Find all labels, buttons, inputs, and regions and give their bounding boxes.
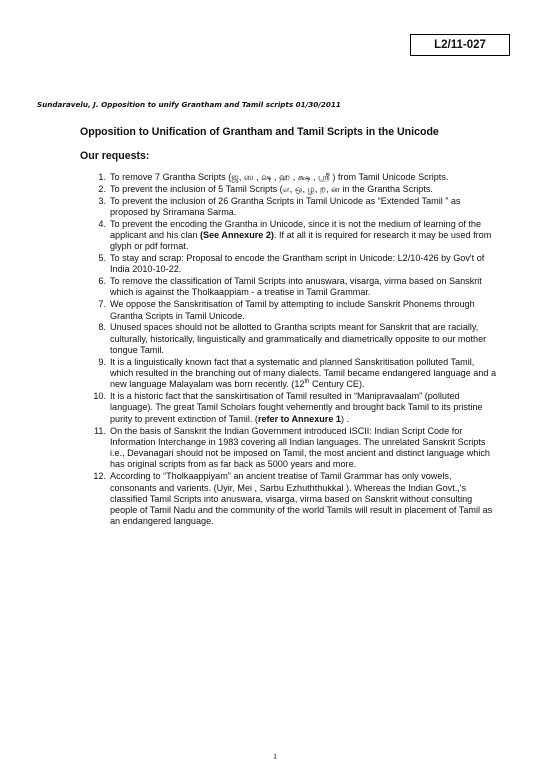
request-text: To remove the classification of Tamil Scripts into anuswara, visarga, virma based on Sanskrit which is against the Tholkaappiam - a treatise in Tamil Grammar.: [110, 276, 482, 298]
request-text: To remove 7 Grantha Scripts (ஜ, ஸ , ஷ , ஹ , க்ஷ , ஸ்ரீ ) from Tamil Unicode Scripts.: [110, 172, 449, 182]
document-title: Opposition to Unification of Grantham and Tamil Scripts in the Unicode: [80, 126, 439, 138]
request-item: [80, 357, 500, 391]
request-number: 5.: [98, 253, 106, 264]
request-text: To prevent the inclusion of 26 Grantha Scripts in Tamil Unicode as “Extended Tamil ” as proposed by Sriramana Sarma.: [110, 195, 461, 217]
request-text: Century CE).: [309, 379, 365, 390]
request-item: [80, 184, 500, 195]
request-item: [80, 253, 500, 276]
request-item: [80, 196, 500, 219]
request-number: 6.: [98, 276, 106, 287]
request-text: ) .: [340, 413, 350, 424]
request-number: 8.: [98, 322, 106, 333]
request-item: [80, 322, 500, 356]
request-text: Unused spaces should not be allotted to Grantha scripts meant for Sanskrit that are racially, culturally, historically, linguistically and grammatically and diametrically opposite to our mother tongue Tamil.: [110, 322, 487, 355]
request-item: [80, 219, 500, 253]
request-number: 7.: [98, 299, 106, 310]
request-number: 1.: [98, 172, 106, 182]
request-number: 12.: [93, 471, 106, 482]
request-item: [80, 391, 500, 425]
request-text: It is a historic fact that the sanskirtisation of Tamil resulted in “Manipravaalam” (polluted language). The great Tamil Scholars fought vehemently and brought back Tamil to its pristine purity to prevent extinction of Tamil. (: [110, 391, 483, 424]
request-number: 4.: [98, 218, 106, 229]
request-item: [80, 276, 500, 299]
request-text: To prevent the encoding the Grantha in Unicode, since it is not the medium of learning of the applicant and his clan: [110, 218, 482, 240]
request-item: [80, 299, 500, 322]
request-text: (See Annexure 2): [200, 229, 274, 240]
request-text: It is a linguistically known fact that a systematic and planned Sanskritisation polluted Tamil, which resulted in the branching out of many dialects. Tamil became endangered language and a new language Malayalam was born recently. (12: [110, 356, 497, 390]
request-text: th: [304, 379, 310, 386]
request-text: On the basis of Sanskrit the Indian Government introduced ISCII: Indian Script Code for Information Interchange in 1983 covering all Indian languages. The unrelated Sanskrit Scripts i.e., Devanagari should not be imposed on Tamil, the most ancient and distinct language which has original scripts from as far back as 5000 years and more.: [110, 425, 490, 470]
document-id-box: L2/11-027: [410, 34, 510, 56]
request-number: 3.: [98, 195, 106, 206]
request-number: 11.: [94, 425, 106, 436]
request-text: According to “Tholkaappiyam” an ancient treatise of Tamil Grammar has only vowels, consonants and varients. (Uyir, Mei , Sarbu Ezhuththukkal ). Whereas the Indian Govt.,'s classified Tamil Scripts into anuswara, visarga, virma based on Sanskrit without consulting people of Tamil Nadu and the community of the world Tamils will result in placement of Tamil as an endangered language.: [110, 471, 493, 527]
request-text: refer to Annexure 1: [257, 413, 341, 424]
request-text: We oppose the Sanskritisation of Tamil by attempting to include Sanskrit Phonems through Grantha Scripts in Tamil Unicode.: [110, 299, 475, 321]
request-text: . If at all it is required for research it may be used from glyph or pdf format.: [110, 229, 492, 252]
request-item: [80, 471, 500, 527]
request-number: 2.: [98, 183, 106, 194]
requests-heading: Our requests:: [80, 150, 150, 162]
running-header: Sundaravelu, J. Opposition to unify Grantham and Tamil scripts 01/30/2011: [37, 100, 341, 109]
request-number: 9.: [98, 356, 106, 367]
page-number: 1: [273, 752, 277, 761]
request-item: [80, 426, 500, 471]
request-text: To prevent the inclusion of 5 Tamil Scripts (எ, ஒ, ழ, ற, ன in the Grantha Scripts.: [110, 183, 433, 194]
request-number: 10.: [93, 391, 106, 402]
requests-list: [80, 172, 500, 528]
request-text: To stay and scrap: Proposal to encode the Grantham script in Unicode: L2/10-426 by Gov't of India 2010-10-22.: [110, 253, 485, 275]
request-item: [80, 172, 500, 183]
